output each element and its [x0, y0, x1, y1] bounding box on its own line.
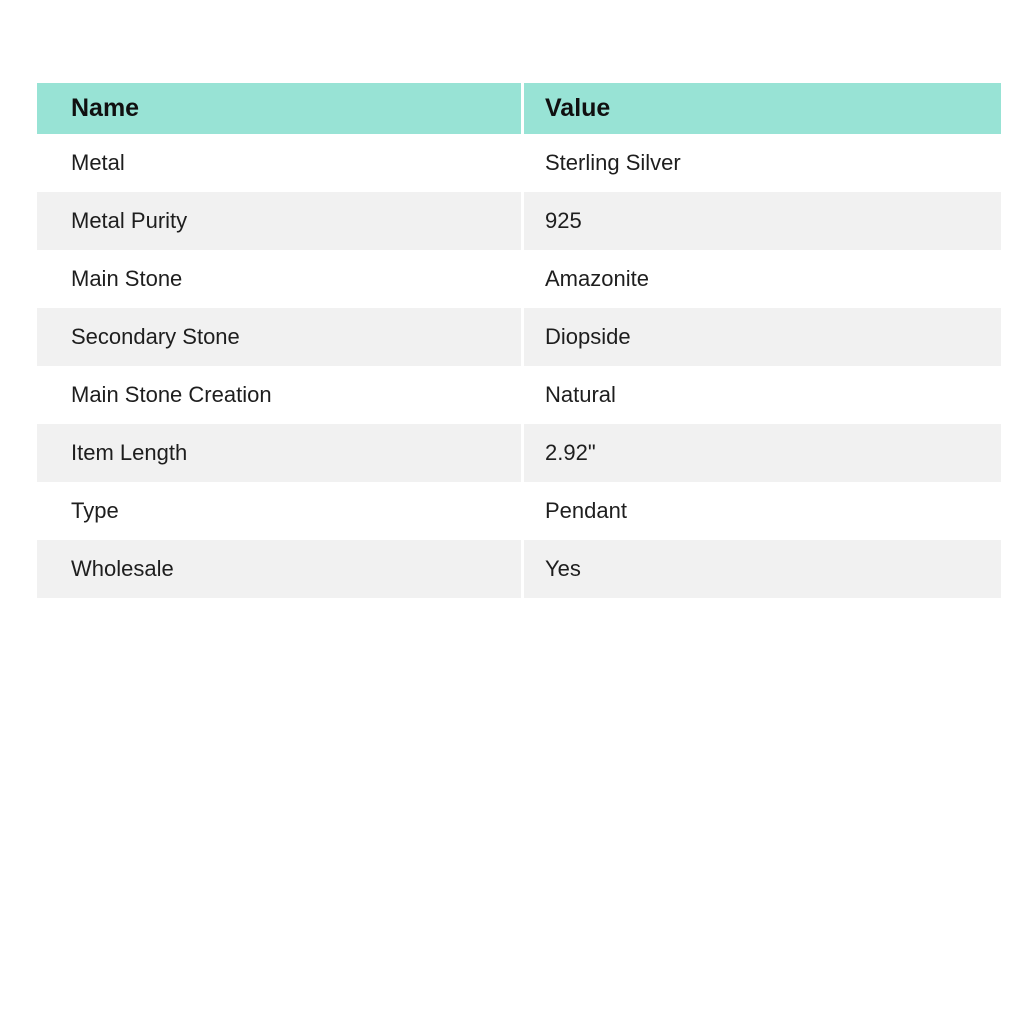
- header-cell-value: Value: [521, 83, 1001, 134]
- row-name-cell: Metal Purity: [37, 192, 521, 250]
- table-header-row: [37, 83, 1001, 134]
- row-name-cell: Type: [71, 498, 119, 523]
- table-row: [37, 250, 1001, 308]
- row-name-cell: Main Stone Creation: [71, 382, 272, 407]
- row-value-cell: Natural: [521, 366, 1001, 424]
- row-value-cell: Yes: [521, 540, 1001, 598]
- table-row: [37, 424, 1001, 482]
- row-name-cell: Main Stone: [71, 266, 183, 291]
- row-value-cell: Sterling Silver: [521, 134, 1001, 192]
- row-value-cell: Pendant: [521, 482, 1001, 540]
- table-row: [37, 192, 1001, 250]
- header-cell-name: Name: [37, 83, 521, 134]
- table-row: [37, 308, 1001, 366]
- table-row: [37, 482, 1001, 540]
- item-specifics-table: [37, 83, 1001, 598]
- row-name-cell: Wholesale: [37, 540, 521, 598]
- table-row: [37, 540, 1001, 598]
- row-name-cell: Item Length: [37, 424, 521, 482]
- table-row: [37, 134, 1001, 192]
- row-value-cell: 925: [521, 192, 1001, 250]
- row-value-cell: Amazonite: [521, 250, 1001, 308]
- table-row: [37, 366, 1001, 424]
- row-value-cell: Diopside: [521, 308, 1001, 366]
- row-value-cell: 2.92": [521, 424, 1001, 482]
- row-name-cell: Metal: [71, 150, 125, 175]
- row-name-cell: Secondary Stone: [37, 308, 521, 366]
